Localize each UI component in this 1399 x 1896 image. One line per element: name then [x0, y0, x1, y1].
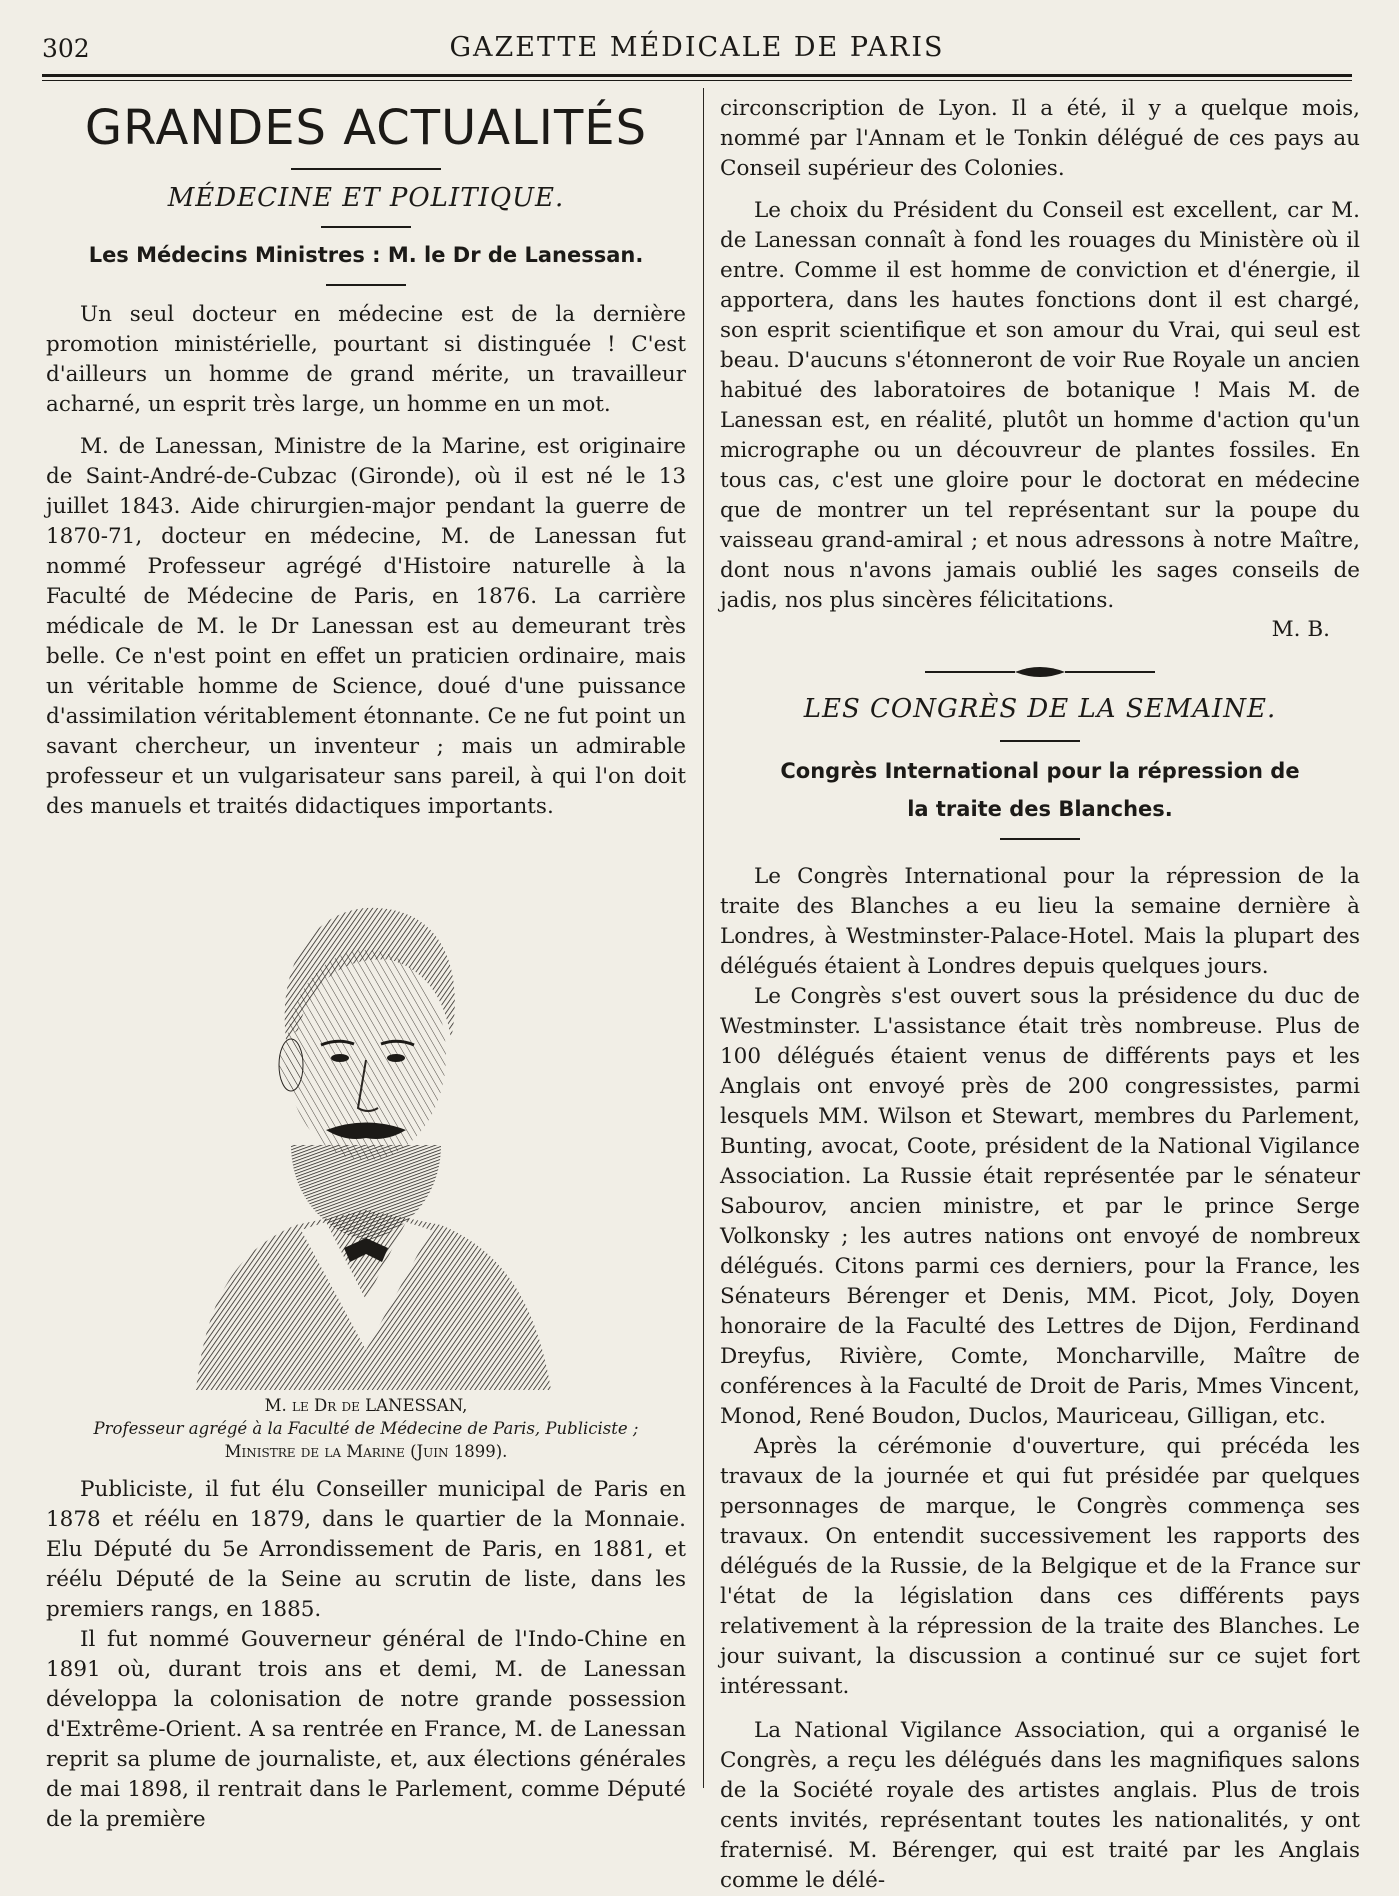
paragraph: Publiciste, il fut élu Conseiller municipal de Paris en 1878 et réélu en 1879, dans le quartier de la Monnaie. Elu Député du 5e Arrondissement de Paris, en 1881, et réélu Député de la Seine au scrutin de liste, dans les premiers rangs, en 1885. — [46, 1477, 686, 1622]
signature: M. B. — [1271, 617, 1330, 642]
right-column — [720, 94, 1360, 1896]
subtitle-rule — [321, 226, 411, 228]
article-title-congres-line2: la traite des Blanches. — [907, 797, 1173, 821]
ornament-divider — [925, 662, 1155, 682]
header-rule-heavy — [42, 74, 1352, 77]
article-title-congres-line1: Congrès International pour la répression de — [780, 759, 1300, 783]
paragraph: Le Congrès International pour la répression de la traite des Blanches a eu lieu la semaine dernière à Londres, à Westminster-Palace-Hotel. Mais la plupart des délégués étaient à Londres depuis quelques jours. — [720, 864, 1360, 979]
paragraph: Le Congrès s'est ouvert sous la présidence du duc de Westminster. L'assistance était très nombreuse. Plus de 100 délégués étaient venus de différents pays et les Anglais ont envoyé près de 200 congressistes, parmi lesquels MM. Wilson et Stewart, membres du Parlement, Bunting, avocat, Coote, président de la National Vigilance Association. La Russie était représentée par le sénateur Sabourov, ancien ministre, et par le prince Serge Volkonsky ; les autres nations ont envoyé de nombreux délégués. Citons parmi ces derniers, pour la France, les Sénateurs Bérenger et Denis, MM. Picot, Joly, Doyen honoraire de la Faculté des Lettres de Dijon, Ferdinand Dreyfus, Rivière, Comte, Moncharville, Maître de conférences à la Faculté de Droit de Paris, Mmes Vincent, Monod, René Boudon, Duclos, Mauriceau, Gilligan, etc. — [720, 984, 1360, 1429]
paragraph: La National Vigilance Association, qui a organisé le Congrès, a reçu les délégués dans les magnifiques salons de la Société royale des artistes anglais. Plus de trois cents invités, représentant toutes les nationalités, y ont fraternisé. M. Bérenger, qui est traité par les Anglais comme le délé- — [720, 1718, 1360, 1893]
article-title-rule — [1000, 838, 1080, 840]
portrait-engraving — [46, 830, 686, 1390]
portrait-caption — [46, 1394, 686, 1463]
column-divider — [703, 88, 704, 1788]
left-column — [46, 94, 686, 1835]
section-rule — [291, 168, 441, 170]
page-number: 302 — [42, 34, 90, 63]
journal-title: GAZETTE MÉDICALE DE PARIS — [449, 32, 945, 63]
paragraph: Il fut nommé Gouverneur général de l'Indo-Chine en 1891 où, durant trois ans et demi, M. de Lanessan développa la colonisation de notre grande possession d'Extrême-Orient. A sa rentrée en France, M. de Lanessan reprit sa plume de journaliste, et, aux élections générales de mai 1898, il rentrait dans le Parlement, comme Député de la première — [46, 1627, 686, 1832]
paragraph: Après la cérémonie d'ouverture, qui précéda les travaux de la journée et qui fut présidée par quelques personnages de marque, le Congrès commença ses travaux. On entendit successivement les rapports des délégués de la Russie, de la Belgique et de la France sur l'état de la législation dans ces différents pays relativement à la répression de la traite des Blanches. Le jour suivant, la discussion a continué sur ce sujet fort intéressant. — [720, 1434, 1360, 1699]
paragraph: circonscription de Lyon. Il a été, il y a quelque mois, nommé par l'Annam et le Tonkin délégué de ces pays au Conseil supérieur des Colonies. — [720, 96, 1360, 181]
paragraph: M. de Lanessan, Ministre de la Marine, est originaire de Saint-André-de-Cubzac (Gironde), où il est né le 13 juillet 1843. Aide chirurgien-major pendant la guerre de 1870-71, docteur en médecine, M. de Lanessan fut nommé Professeur agrégé d'Histoire naturelle à la Faculté de Médecine de Paris, en 1876. La carrière médicale de M. le Dr Lanessan est au demeurant très belle. Ce n'est point en effet un praticien ordinaire, mais un véritable homme de Science, doué d'une puissance d'assimilation véritablement étonnante. Ce ne fut point un savant chercheur, un inventeur ; mais un admirable professeur et un vulgarisateur sans pareil, à qui l'on doit des manuels et traités didactiques importants. — [46, 434, 686, 819]
section-rule — [1000, 740, 1080, 742]
caption-line-1: M. le Dr de LANESSAN, — [264, 1396, 468, 1415]
article-title-rule — [326, 284, 406, 286]
paragraph: Un seul docteur en médecine est de la dernière promotion ministérielle, pourtant si distinguée ! C'est d'ailleurs un homme de grand mérite, un travailleur acharné, un esprit très large, un homme en un mot. — [46, 302, 686, 417]
running-head — [42, 30, 1352, 70]
caption-line-3: Ministre de la Marine (Juin 1899). — [224, 1442, 508, 1461]
subtitle-medecine-politique: MÉDECINE ET POLITIQUE. — [167, 183, 565, 213]
paragraph: Le choix du Président du Conseil est excellent, car M. de Lanessan connaît à fond les rouages du Ministère où il entre. Comme il est homme de conviction et d'énergie, il apportera, dans les hautes fonctions dont il est chargé, son esprit scientifique et son amour du Vrai, qui seul est beau. D'aucuns s'étonneront de voir Rue Royale un ancien habitué des laboratoires de botanique ! Mais M. de Lanessan est, en réalité, plutôt un homme d'action qu'un micrographe ou un découvreur de plantes fossiles. En tous cas, c'est une gloire pour le doctorat en médecine que de montrer un tel représentant sur la poupe du vaisseau grand-amiral ; et nous adressons à notre Maître, dont nous n'avons jamais oublié les sages conseils de jadis, nos plus sincères félicitations. — [720, 198, 1360, 613]
section-title-congres: LES CONGRÈS DE LA SEMAINE. — [803, 694, 1277, 724]
section-title-grandes-actualites: GRANDES ACTUALITÉS — [84, 100, 648, 156]
article-title-medecins-ministres: Les Médecins Ministres : M. le Dr de Lanessan. — [88, 243, 644, 267]
caption-line-2: Professeur agrégé à la Faculté de Médecine de Paris, Publiciste ; — [93, 1419, 639, 1438]
header-rule-thin — [42, 80, 1352, 81]
